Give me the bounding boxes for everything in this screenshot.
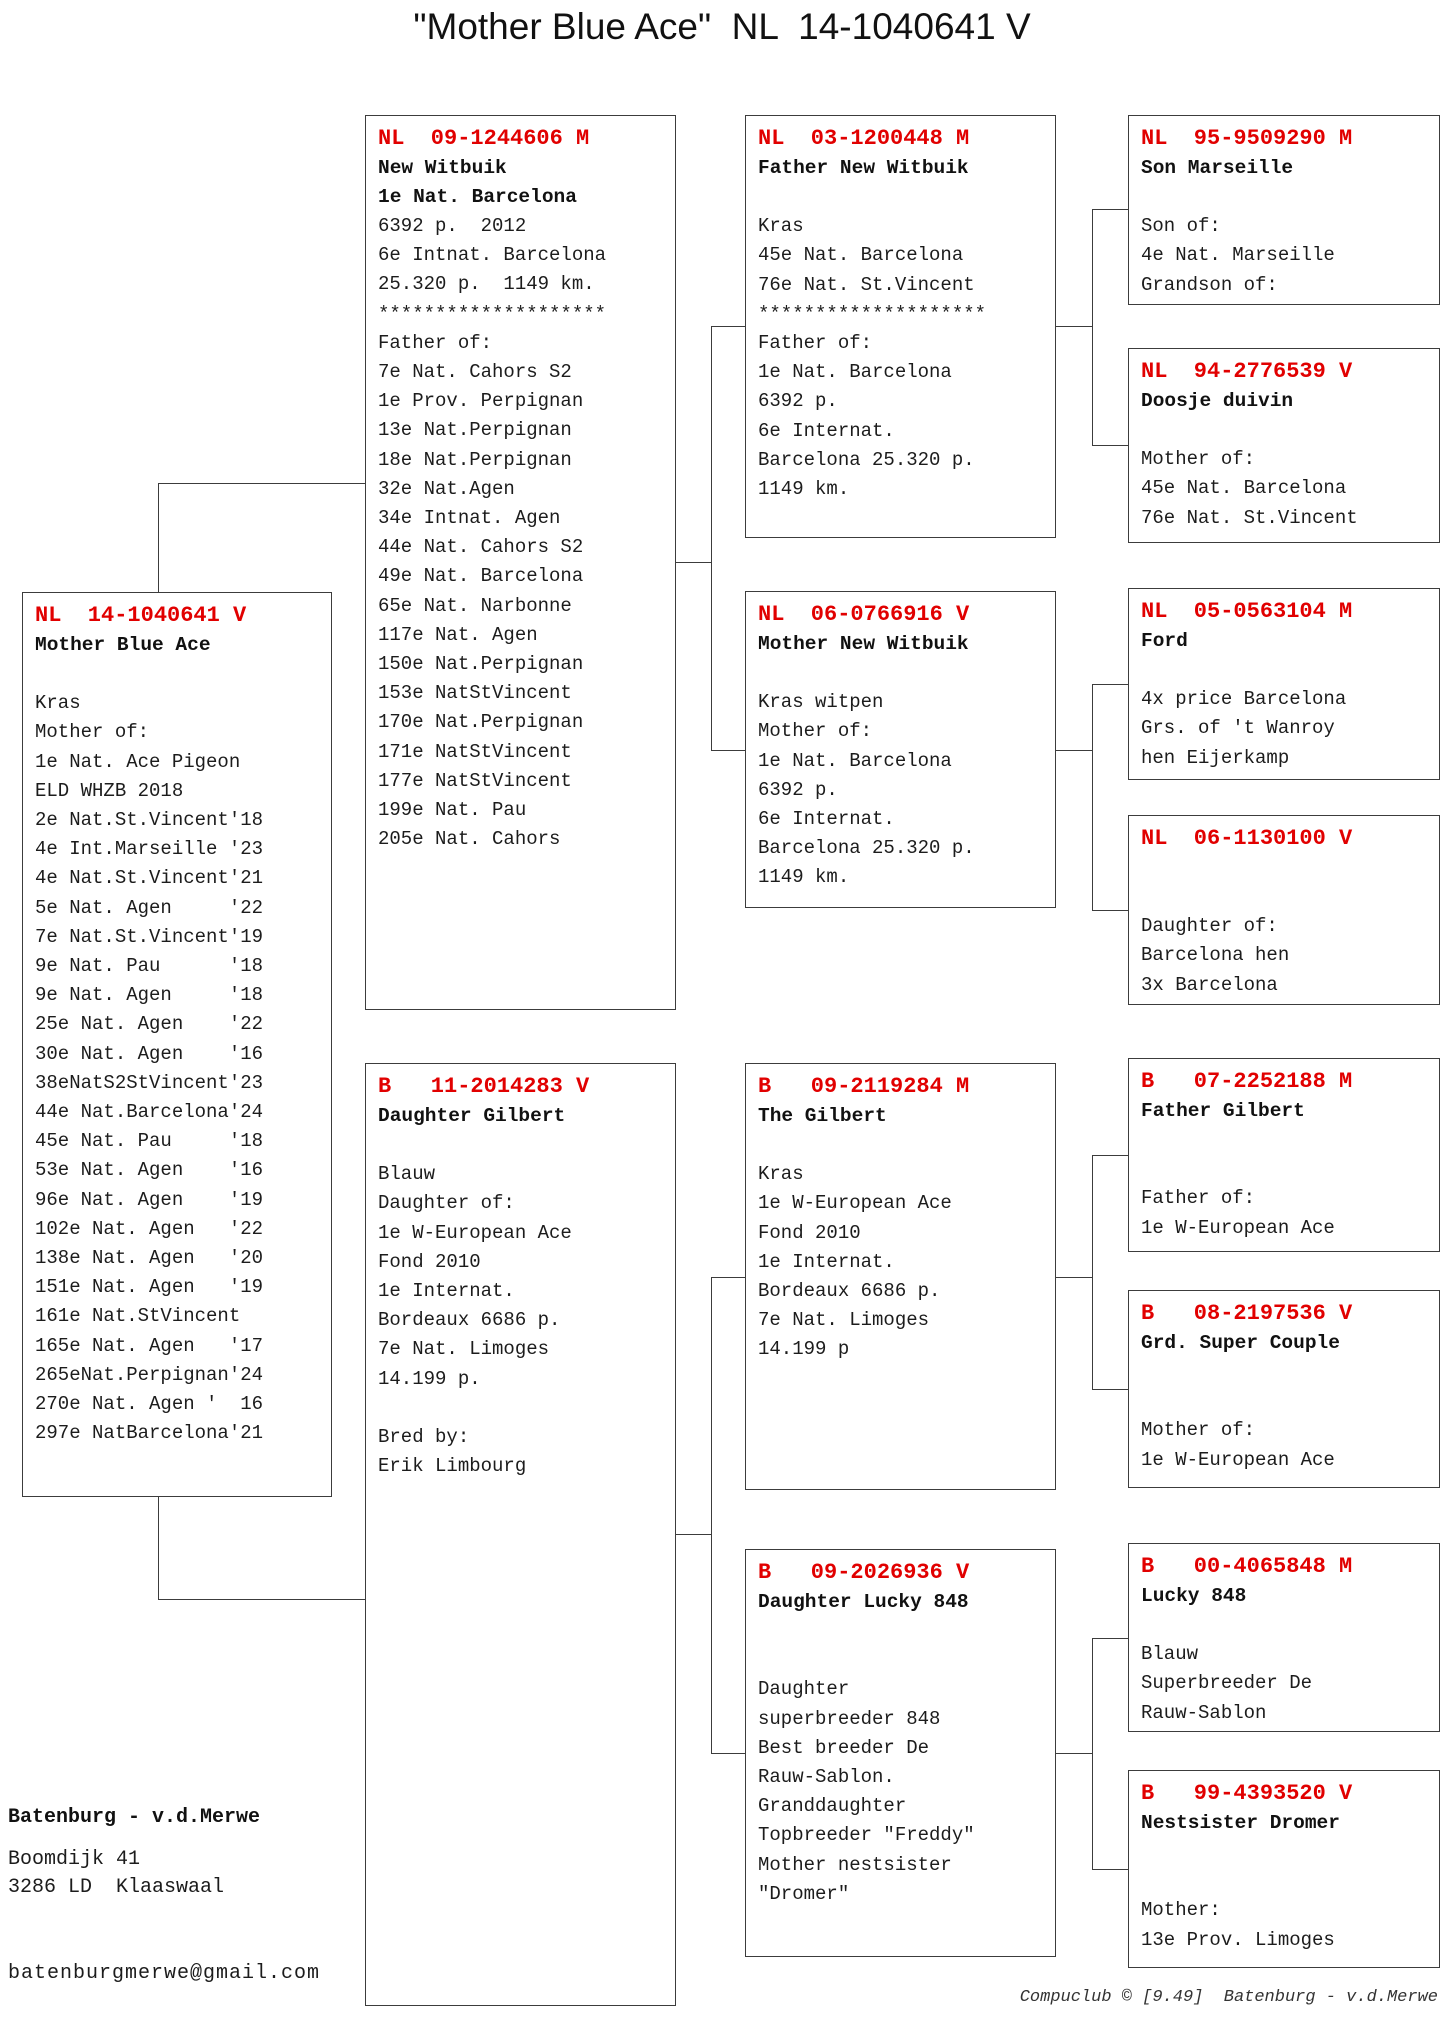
pigeon-name: New Witbuik [378, 157, 507, 179]
detail-line: 45e Nat. Barcelona [1141, 477, 1347, 500]
detail-line: Fond 2010 [378, 1250, 481, 1273]
detail-line: Best breeder De [758, 1736, 930, 1759]
detail-line: 4e Nat.St.Vincent'21 [35, 867, 264, 890]
connector-line [158, 483, 159, 592]
pigeon-name: Daughter Lucky 848 [758, 1591, 969, 1613]
detail-line: 38eNatS2StVincent'23 [35, 1071, 264, 1094]
pigeon-name: Nestsister Dromer [1141, 1812, 1340, 1834]
detail-line: 297e NatBarcelona'21 [35, 1422, 264, 1445]
pigeon-name: Ford [1141, 630, 1188, 652]
pigeon-name: Mother Blue Ace [35, 634, 211, 656]
detail-line: 1e Internat. [378, 1280, 515, 1303]
detail-line: 177e NatStVincent [378, 769, 572, 792]
detail-line: 1e Internat. [758, 1250, 895, 1273]
detail-line: hen Eijerkamp [1141, 746, 1290, 769]
detail-line: 9e Nat. Agen '18 [35, 984, 264, 1007]
pigeon-details [1141, 183, 1427, 300]
ring-number: B 99-4393520 V [1141, 1781, 1353, 1806]
detail-line: 6392 p. 2012 [378, 215, 527, 237]
connector-line [158, 483, 365, 484]
detail-line: 14.199 p. [378, 1367, 481, 1390]
pigeon-name: Lucky 848 [1141, 1585, 1247, 1607]
pedigree-box-dam-dam-sire [1128, 1543, 1440, 1732]
connector-line [1092, 209, 1128, 210]
detail-line: 44e Nat. Cahors S2 [378, 536, 584, 559]
detail-line: Bred by: [378, 1426, 470, 1449]
ring-number: NL 09-1244606 M [378, 126, 590, 151]
ring-number: B 00-4065848 M [1141, 1554, 1353, 1579]
ring-number: NL 06-0766916 V [758, 602, 970, 627]
detail-line: 18e Nat.Perpignan [378, 448, 572, 471]
detail-line: superbreeder 848 [758, 1707, 941, 1730]
detail-line: Bordeaux 6686 p. [758, 1280, 941, 1303]
pedigree-box-dam [365, 1063, 676, 2006]
detail-line: Mother of: [35, 721, 150, 744]
pigeon-details [1141, 416, 1427, 533]
detail-line: 165e Nat. Agen '17 [35, 1334, 264, 1357]
detail-line: Daughter [758, 1678, 850, 1701]
pedigree-box-dam-dam [745, 1549, 1056, 1957]
connector-line [711, 1753, 745, 1754]
detail-line: 205e Nat. Cahors [378, 828, 561, 851]
connector-line [676, 1534, 711, 1535]
software-credit: Compuclub © [9.49] Batenburg - v.d.Merwe [1019, 1988, 1438, 2007]
pigeon-name: Grd. Super Couple [1141, 1332, 1340, 1354]
pigeon-details [35, 660, 319, 1448]
detail-line: 1e Nat. Barcelona [758, 749, 952, 772]
detail-line: Father of: [758, 332, 873, 355]
detail-line [1141, 1838, 1427, 1867]
connector-line [711, 326, 712, 750]
ring-number: B 09-2026936 V [758, 1560, 970, 1585]
pedigree-box-sire [365, 115, 676, 1010]
pedigree-box-sire-sire-sire [1128, 115, 1440, 305]
ring-number: NL 94-2776539 V [1141, 359, 1353, 384]
detail-line: 150e Nat.Perpignan [378, 653, 584, 676]
detail-line: Superbreeder De [1141, 1672, 1313, 1695]
pedigree-box-subject [22, 592, 332, 1497]
detail-line: Barcelona hen [1141, 944, 1290, 967]
pigeon-name: Mother New Witbuik [758, 633, 969, 655]
detail-line: 7e Nat. Limoges [378, 1338, 550, 1361]
detail-line: Kras [758, 215, 804, 238]
detail-line: ******************** [758, 302, 987, 325]
detail-line [758, 183, 1043, 212]
detail-line: 6e Internat. [758, 419, 895, 442]
detail-line: 138e Nat. Agen '20 [35, 1247, 264, 1270]
pigeon-details [378, 1131, 663, 1481]
ring-number: B 08-2197536 V [1141, 1301, 1353, 1326]
connector-line [1092, 209, 1093, 445]
detail-line [1141, 883, 1427, 912]
detail-line: 1e W-European Ace [1141, 1216, 1335, 1239]
detail-line: 7e Nat.St.Vincent'19 [35, 925, 264, 948]
pigeon-details [758, 659, 1043, 893]
detail-line: Daughter of: [378, 1192, 515, 1215]
pedigree-box-dam-sire-dam [1128, 1290, 1440, 1488]
detail-line: 44e Nat.Barcelona'24 [35, 1101, 264, 1124]
detail-line [1141, 1126, 1427, 1155]
pigeon-details [758, 183, 1043, 504]
detail-line: 161e Nat.StVincent [35, 1305, 241, 1328]
connector-line [158, 1497, 159, 1599]
pigeon-name: Doosje duivin [1141, 390, 1294, 412]
pigeon-details [1141, 1611, 1427, 1728]
pedigree-box-dam-dam-dam [1128, 1770, 1440, 1968]
pedigree-box-sire-sire [745, 115, 1056, 538]
detail-line [1141, 1611, 1427, 1640]
detail-line: 153e NatStVincent [378, 682, 572, 705]
pigeon-details [758, 1617, 1043, 1909]
detail-line: 5e Nat. Agen '22 [35, 896, 264, 919]
connector-line [711, 1277, 712, 1753]
pigeon-details [1141, 1838, 1427, 1955]
connector-line [1092, 445, 1128, 446]
detail-line: Rauw-Sablon [1141, 1701, 1267, 1724]
detail-line: 34e Intnat. Agen [378, 507, 561, 530]
detail-line: ELD WHZB 2018 [35, 779, 184, 802]
connector-line [1092, 1638, 1128, 1639]
detail-line: 1e Prov. Perpignan [378, 390, 584, 413]
ring-number: B 09-2119284 M [758, 1074, 970, 1099]
detail-line: Kras [35, 692, 81, 715]
connector-line [1092, 1389, 1128, 1390]
detail-line: 117e Nat. Agen [378, 623, 538, 646]
detail-line: 49e Nat. Barcelona [378, 565, 584, 588]
pigeon-name: Daughter Gilbert [378, 1105, 566, 1127]
detail-line: 170e Nat.Perpignan [378, 711, 584, 734]
detail-line: 25.320 p. 1149 km. [378, 273, 595, 296]
detail-line: 53e Nat. Agen '16 [35, 1159, 264, 1182]
ring-number: NL 03-1200448 M [758, 126, 970, 151]
ring-number: B 07-2252188 M [1141, 1069, 1353, 1094]
detail-line: 13e Nat.Perpignan [378, 419, 572, 442]
detail-line: Blauw [378, 1163, 436, 1186]
ring-number: NL 95-9509290 M [1141, 126, 1353, 151]
detail-line [758, 1617, 1043, 1646]
detail-line: Grs. of 't Wanroy [1141, 717, 1335, 740]
detail-line: 7e Nat. Cahors S2 [378, 361, 572, 384]
detail-line: 265eNat.Perpignan'24 [35, 1363, 264, 1386]
detail-line: Rauw-Sablon. [758, 1766, 895, 1789]
pedigree-box-dam-sire [745, 1063, 1056, 1490]
detail-line: 7e Nat. Limoges [758, 1309, 930, 1332]
pigeon-details [378, 212, 663, 854]
pigeon-details [758, 1131, 1043, 1365]
detail-line: Erik Limbourg [378, 1455, 527, 1478]
detail-line [378, 1394, 663, 1423]
pigeon-name: Father Gilbert [1141, 1100, 1305, 1122]
pigeon-details [1141, 1358, 1427, 1475]
detail-line: Daughter of: [1141, 915, 1278, 938]
connector-line [1056, 1277, 1092, 1278]
detail-line: 1e Nat. Ace Pigeon [35, 750, 241, 773]
detail-line: 2e Nat.St.Vincent'18 [35, 809, 264, 832]
pedigree-box-sire-dam-sire [1128, 588, 1440, 780]
pigeon-name: The Gilbert [758, 1105, 887, 1127]
detail-line: 76e Nat. St.Vincent [758, 273, 975, 296]
detail-line: 45e Nat. Barcelona [758, 244, 964, 267]
connector-line [1092, 1869, 1128, 1870]
pigeon-details [1141, 883, 1427, 1000]
detail-line [378, 1131, 663, 1160]
detail-line: 13e Prov. Limoges [1141, 1928, 1335, 1951]
detail-line: 6e Intnat. Barcelona [378, 244, 607, 267]
detail-line: 76e Nat. St.Vincent [1141, 506, 1358, 529]
detail-line [1141, 416, 1427, 445]
connector-line [676, 562, 711, 563]
detail-line: 1e Nat. Barcelona [758, 361, 952, 384]
ring-number: NL 06-1130100 V [1141, 826, 1353, 851]
detail-line: 1e W-European Ace [1141, 1448, 1335, 1471]
connector-line [1092, 1638, 1093, 1869]
pedigree-box-sire-sire-dam [1128, 348, 1440, 543]
detail-line: Granddaughter [758, 1795, 907, 1818]
detail-line: 270e Nat. Agen ' 16 [35, 1393, 264, 1416]
connector-line [711, 326, 745, 327]
pigeon-name-line2: 1e Nat. Barcelona [378, 186, 577, 208]
detail-line: 3x Barcelona [1141, 973, 1278, 996]
detail-line: Father of: [378, 331, 493, 354]
detail-line [1141, 1867, 1427, 1896]
detail-line: 6e Internat. [758, 808, 895, 831]
connector-line [1092, 1155, 1093, 1389]
pedigree-box-sire-dam [745, 591, 1056, 908]
detail-line: Kras witpen [758, 691, 884, 714]
detail-line: Topbreeder "Freddy" [758, 1824, 975, 1847]
detail-line: Mother nestsister [758, 1853, 952, 1876]
connector-line [711, 750, 745, 751]
detail-line: 4e Int.Marseille '23 [35, 838, 264, 861]
detail-line: Mother of: [1141, 448, 1256, 471]
detail-line: 4e Nat. Marseille [1141, 244, 1335, 267]
ring-number: NL 05-0563104 M [1141, 599, 1353, 624]
breeder-name: Batenburg - v.d.Merwe [8, 1806, 261, 1829]
pigeon-details [1141, 656, 1427, 773]
detail-line: 1149 km. [758, 866, 850, 889]
detail-line: Mother: [1141, 1899, 1221, 1922]
detail-line: 102e Nat. Agen '22 [35, 1217, 264, 1240]
detail-line [758, 1131, 1043, 1160]
detail-line: Bordeaux 6686 p. [378, 1309, 561, 1332]
pigeon-name: Son Marseille [1141, 157, 1294, 179]
detail-line: 32e Nat.Agen [378, 477, 515, 500]
detail-line: 199e Nat. Pau [378, 799, 527, 822]
breeder-address-city: 3286 LD Klaaswaal [8, 1876, 225, 1899]
detail-line: 25e Nat. Agen '22 [35, 1013, 264, 1036]
connector-line [1092, 1155, 1128, 1156]
detail-line: 171e NatStVincent [378, 740, 572, 763]
detail-line: Son of: [1141, 215, 1221, 238]
detail-line [758, 659, 1043, 688]
detail-line: Mother of: [1141, 1419, 1256, 1442]
detail-line [1141, 656, 1427, 685]
detail-line: 6392 p. [758, 778, 838, 801]
detail-line [758, 1646, 1043, 1675]
detail-line: Blauw [1141, 1643, 1199, 1666]
ring-number: NL 14-1040641 V [35, 603, 247, 628]
detail-line: 65e Nat. Narbonne [378, 594, 572, 617]
detail-line: 1e W-European Ace [378, 1221, 572, 1244]
detail-line: Barcelona 25.320 p. [758, 448, 975, 471]
connector-line [1056, 326, 1092, 327]
detail-line: 151e Nat. Agen '19 [35, 1276, 264, 1299]
detail-line: 6392 p. [758, 390, 838, 413]
connector-line [711, 1277, 745, 1278]
detail-line: Grandson of: [1141, 273, 1278, 296]
connector-line [158, 1599, 365, 1600]
detail-line: 45e Nat. Pau '18 [35, 1130, 264, 1153]
connector-line [1056, 750, 1092, 751]
detail-line: Fond 2010 [758, 1221, 861, 1244]
breeder-email: batenburgmerwe@gmail.com [8, 1962, 321, 1985]
connector-line [1092, 684, 1093, 910]
pedigree-box-dam-sire-sire [1128, 1058, 1440, 1252]
detail-line: 4x price Barcelona [1141, 688, 1347, 711]
page-title: "Mother Blue Ace" NL 14-1040641 V [413, 6, 1031, 47]
breeder-address-street: Boomdijk 41 [8, 1848, 141, 1871]
detail-line: "Dromer" [758, 1882, 850, 1905]
ring-number: B 11-2014283 V [378, 1074, 590, 1099]
pigeon-details [1141, 1126, 1427, 1243]
detail-line [1141, 1387, 1427, 1416]
detail-line: 30e Nat. Agen '16 [35, 1042, 264, 1065]
detail-line: 9e Nat. Pau '18 [35, 955, 264, 978]
pedigree-box-sire-dam-dam [1128, 815, 1440, 1005]
detail-line: Mother of: [758, 720, 873, 743]
detail-line: 96e Nat. Agen '19 [35, 1188, 264, 1211]
connector-line [1092, 910, 1128, 911]
detail-line: 1149 km. [758, 478, 850, 501]
connector-line [1056, 1753, 1092, 1754]
detail-line: Barcelona 25.320 p. [758, 837, 975, 860]
detail-line [1141, 1358, 1427, 1387]
detail-line: Kras [758, 1163, 804, 1186]
pigeon-name [1141, 854, 1427, 883]
detail-line [35, 660, 319, 689]
detail-line: ******************** [378, 302, 607, 325]
detail-line: 1e W-European Ace [758, 1192, 952, 1215]
detail-line: 14.199 p [758, 1338, 850, 1361]
detail-line [1141, 1155, 1427, 1184]
detail-line: Father of: [1141, 1187, 1256, 1210]
connector-line [1092, 684, 1128, 685]
detail-line [1141, 183, 1427, 212]
pigeon-name: Father New Witbuik [758, 157, 969, 179]
